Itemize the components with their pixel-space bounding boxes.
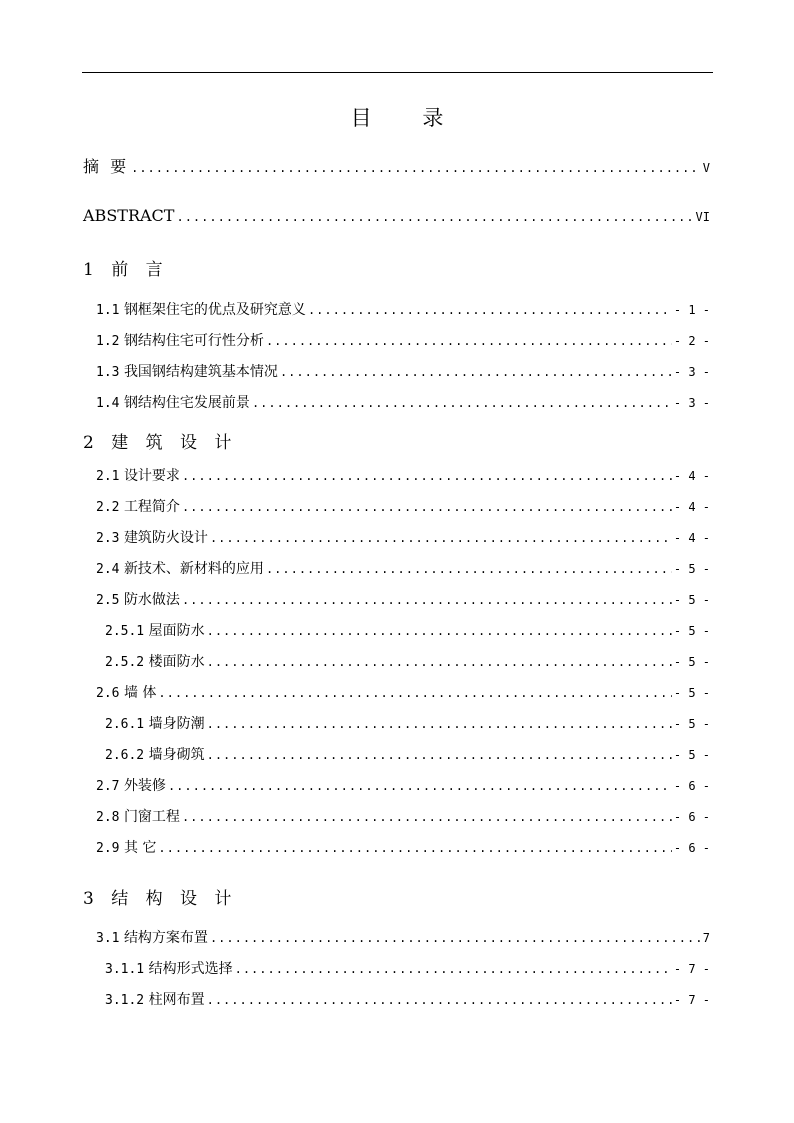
toc-entry-page: - 4 - bbox=[673, 531, 710, 545]
toc-entry[interactable] bbox=[96, 591, 710, 610]
dot-leader bbox=[210, 929, 701, 947]
dot-leader bbox=[266, 560, 672, 578]
toc-entry-page: - 5 - bbox=[673, 593, 710, 607]
toc-entry-text: 其 它 bbox=[123, 840, 157, 856]
toc-entry-page: 7 bbox=[702, 931, 710, 945]
toc-entry-number: 2.1 bbox=[96, 469, 120, 484]
toc-entry-page: - 3 - bbox=[673, 396, 710, 410]
toc-entry-number: 2.8 bbox=[96, 810, 120, 825]
toc-entry-page: - 4 - bbox=[673, 500, 710, 514]
toc-entry-number: 2.2 bbox=[96, 500, 120, 515]
toc-entry-page: - 6 - bbox=[673, 841, 710, 855]
toc-entry-number: 2.5.1 bbox=[105, 624, 145, 639]
toc-entry[interactable] bbox=[105, 622, 710, 641]
toc-entry-number: 1.4 bbox=[96, 396, 120, 411]
toc-entry-text: 墙身防潮 bbox=[148, 716, 205, 732]
chapter-heading[interactable]: 3 结 构 设 计 bbox=[83, 889, 238, 909]
dot-leader bbox=[210, 529, 672, 547]
toc-entry-number: 2.6.1 bbox=[105, 717, 145, 732]
toc-entry-text: 钢框架住宅的优点及研究意义 bbox=[123, 302, 306, 318]
dot-leader bbox=[176, 208, 693, 226]
toc-entry[interactable] bbox=[96, 394, 710, 413]
toc-entry-number: 2.6.2 bbox=[105, 748, 145, 763]
toc-entry-number: 2.4 bbox=[96, 562, 120, 577]
toc-entry[interactable] bbox=[105, 746, 710, 765]
toc-entry-number: 1.2 bbox=[96, 334, 120, 349]
toc-entry-text: 新技术、新材料的应用 bbox=[123, 561, 264, 577]
toc-entry-text: 门窗工程 bbox=[123, 809, 180, 825]
toc-entry[interactable] bbox=[96, 684, 710, 703]
toc-entry[interactable] bbox=[96, 332, 710, 351]
dot-leader bbox=[182, 498, 672, 516]
toc-entry-number: 2.6 bbox=[96, 686, 120, 701]
toc-entry[interactable] bbox=[96, 301, 710, 320]
chapter-heading[interactable]: 1 前 言 bbox=[83, 260, 169, 280]
toc-entry-text: 墙 体 bbox=[123, 685, 157, 701]
toc-entry-text: 钢结构住宅可行性分析 bbox=[123, 333, 264, 349]
toc-entry[interactable] bbox=[96, 560, 710, 579]
toc-entry[interactable] bbox=[105, 653, 710, 672]
toc-entry-text: 柱网布置 bbox=[148, 992, 205, 1008]
toc-entry-number: 3.1 bbox=[96, 931, 120, 946]
toc-entry-number: 1.1 bbox=[96, 303, 120, 318]
dot-leader bbox=[168, 777, 672, 795]
toc-entry-text: 外装修 bbox=[123, 778, 166, 794]
toc-entry[interactable] bbox=[96, 839, 710, 858]
dot-leader bbox=[280, 363, 672, 381]
chapter-heading[interactable]: 2 建 筑 设 计 bbox=[83, 433, 238, 453]
toc-entry-page: - 3 - bbox=[673, 365, 710, 379]
toc-entry-number: 1.3 bbox=[96, 365, 120, 380]
toc-entry-page: - 6 - bbox=[673, 810, 710, 824]
dot-leader bbox=[308, 301, 672, 319]
toc-entry[interactable] bbox=[96, 529, 710, 548]
toc-entry-text: 工程简介 bbox=[123, 499, 180, 515]
toc-entry-number: 2.9 bbox=[96, 841, 120, 856]
toc-entry[interactable] bbox=[96, 498, 710, 517]
toc-title: 目 录 bbox=[350, 106, 466, 130]
dot-leader bbox=[158, 839, 671, 857]
toc-entry-text: 防水做法 bbox=[123, 592, 180, 608]
toc-entry-page: - 7 - bbox=[673, 993, 710, 1007]
toc-entry-page: - 5 - bbox=[673, 655, 710, 669]
toc-entry-page: - 1 - bbox=[673, 303, 710, 317]
dot-leader bbox=[207, 746, 672, 764]
toc-entry-text: 我国钢结构建筑基本情况 bbox=[123, 364, 278, 380]
toc-entry-page: VI bbox=[695, 210, 710, 224]
toc-entry[interactable] bbox=[96, 363, 710, 382]
dot-leader bbox=[182, 808, 672, 826]
toc-entry-number: 3.1.1 bbox=[105, 962, 145, 977]
toc-entry-text: 建筑防火设计 bbox=[123, 530, 208, 546]
toc-entry-page: V bbox=[702, 161, 710, 175]
toc-entry[interactable] bbox=[105, 960, 710, 979]
toc-entry-number: 2.5 bbox=[96, 593, 120, 608]
toc-entry[interactable] bbox=[96, 808, 710, 827]
toc-entry-abstract-en[interactable] bbox=[83, 207, 710, 226]
toc-entry-page: - 5 - bbox=[673, 624, 710, 638]
dot-leader bbox=[266, 332, 672, 350]
dot-leader bbox=[158, 684, 671, 702]
toc-entry-number: 2.7 bbox=[96, 779, 120, 794]
toc-entry-page: - 5 - bbox=[673, 562, 710, 576]
dot-leader bbox=[207, 991, 672, 1009]
toc-entry[interactable] bbox=[96, 777, 710, 796]
toc-entry-text: 楼面防水 bbox=[148, 654, 205, 670]
toc-entry-text: 摘 要 bbox=[83, 157, 130, 176]
header-rule bbox=[82, 72, 713, 73]
toc-entry-page: - 4 - bbox=[673, 469, 710, 483]
toc-entry-text: 结构形式选择 bbox=[148, 961, 233, 977]
toc-entry[interactable] bbox=[105, 715, 710, 734]
dot-leader bbox=[235, 960, 672, 978]
dot-leader bbox=[182, 591, 672, 609]
toc-entry-page: - 2 - bbox=[673, 334, 710, 348]
dot-leader bbox=[182, 467, 672, 485]
toc-entry-text: 结构方案布置 bbox=[123, 930, 208, 946]
dot-leader bbox=[207, 622, 672, 640]
dot-leader bbox=[207, 653, 672, 671]
toc-entry-text: ABSTRACT bbox=[83, 206, 175, 225]
dot-leader bbox=[207, 715, 672, 733]
toc-entry-number: 2.5.2 bbox=[105, 655, 145, 670]
toc-entry-page: - 5 - bbox=[673, 748, 710, 762]
dot-leader bbox=[252, 394, 672, 412]
toc-entry-page: - 5 - bbox=[673, 686, 710, 700]
dot-leader bbox=[131, 159, 701, 177]
toc-entry-text: 墙身砌筑 bbox=[148, 747, 205, 763]
toc-entry-number: 3.1.2 bbox=[105, 993, 145, 1008]
toc-entry-page: - 6 - bbox=[673, 779, 710, 793]
toc-entry[interactable] bbox=[105, 991, 710, 1010]
toc-entry-text: 屋面防水 bbox=[148, 623, 205, 639]
toc-entry[interactable] bbox=[96, 929, 710, 948]
toc-entry-abstract-cn[interactable] bbox=[83, 158, 710, 177]
toc-entry[interactable] bbox=[96, 467, 710, 486]
toc-entry-page: - 5 - bbox=[673, 717, 710, 731]
toc-entry-number: 2.3 bbox=[96, 531, 120, 546]
toc-entry-text: 设计要求 bbox=[123, 468, 180, 484]
toc-entry-text: 钢结构住宅发展前景 bbox=[123, 395, 250, 411]
toc-entry-page: - 7 - bbox=[673, 962, 710, 976]
